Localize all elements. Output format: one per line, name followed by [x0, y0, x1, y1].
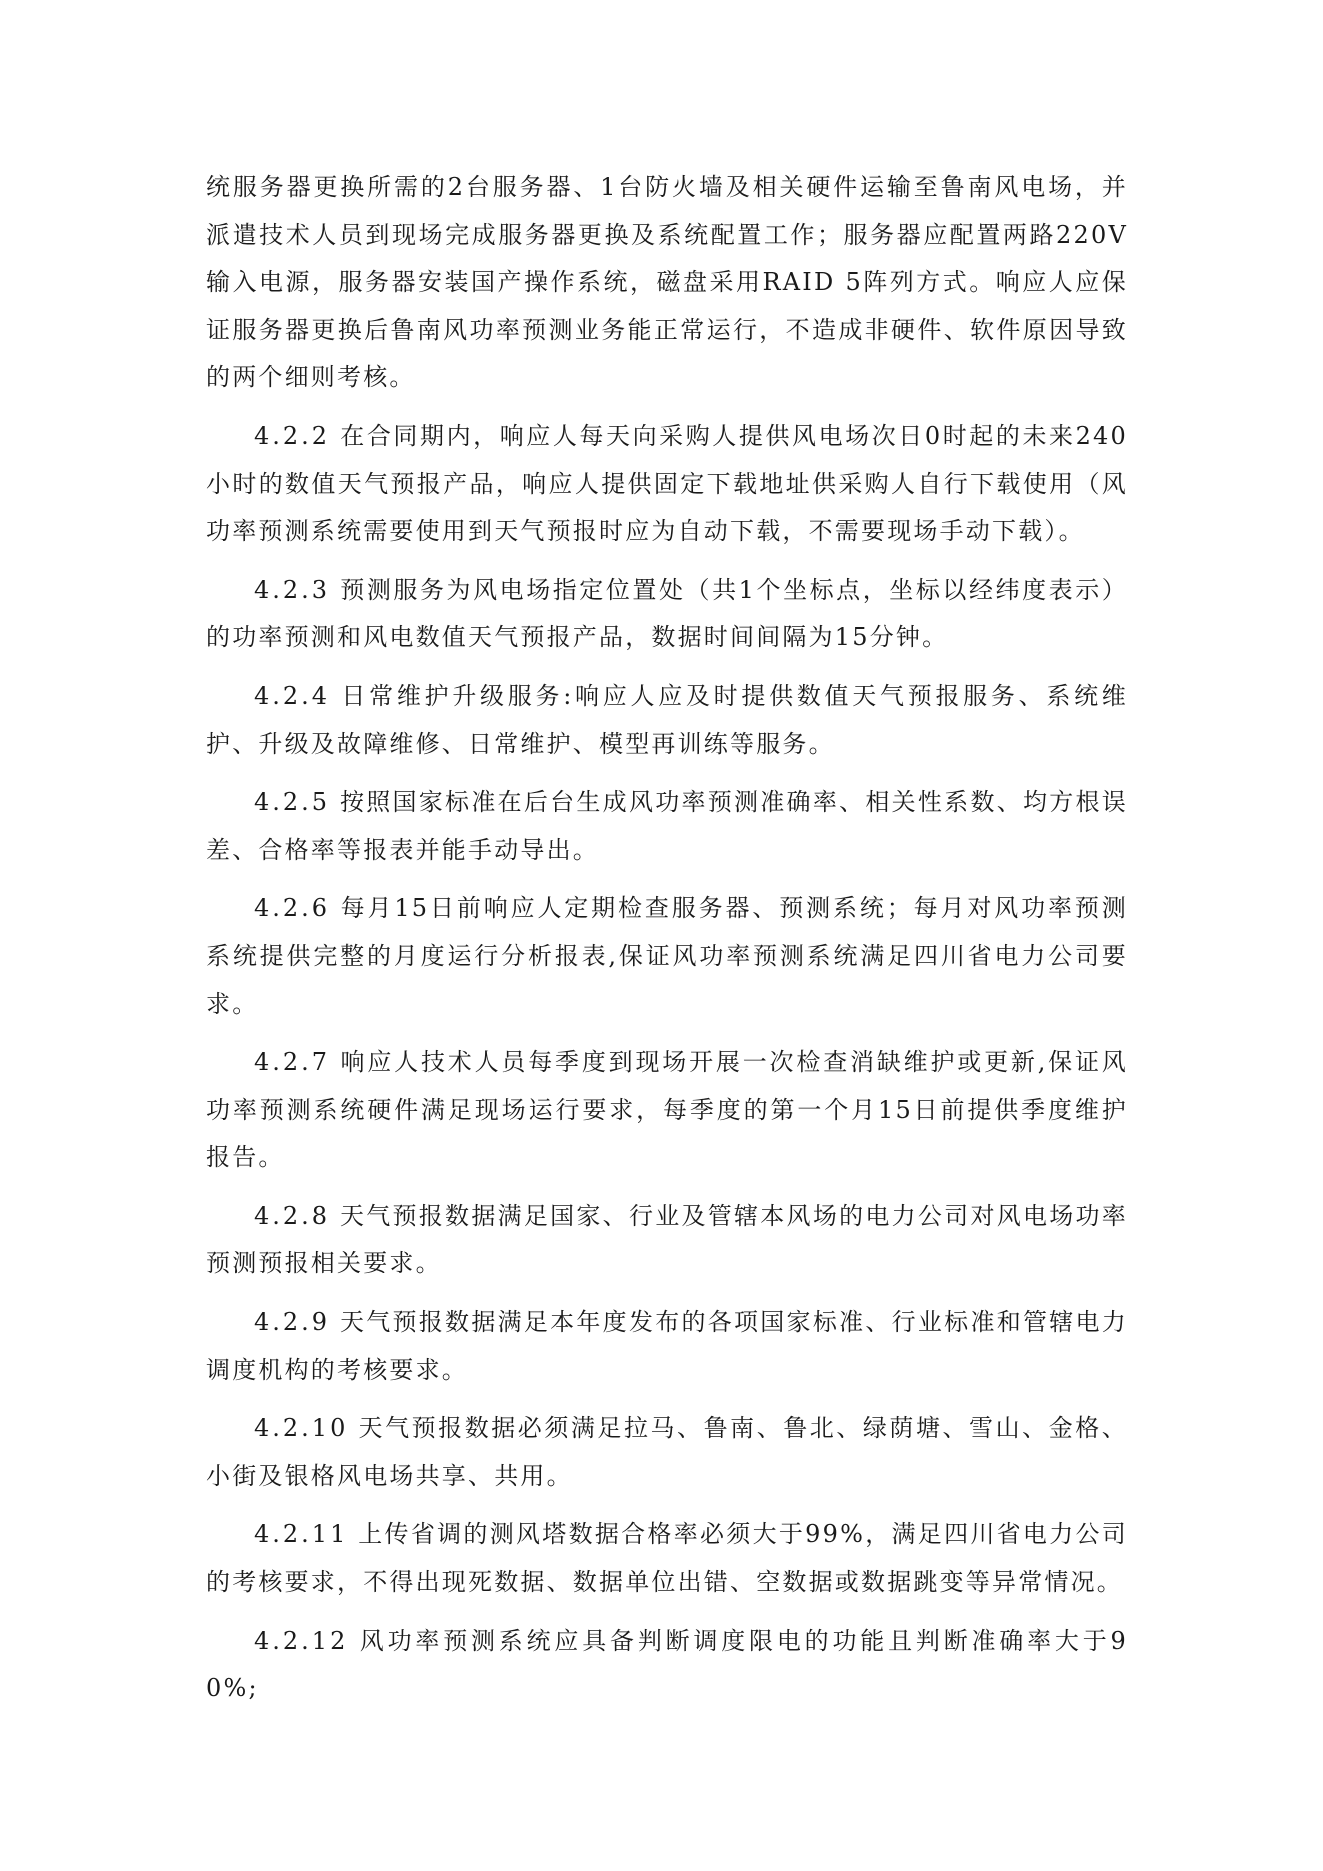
clause-4-2-9: [206, 1299, 1128, 1394]
clause-number: 4.2.9: [254, 1308, 331, 1337]
clause-text: 预测服务为风电场指定位置处（共1个坐标点，坐标以经纬度表示）的功率预测和风电数值天气预报产品，数据时间间隔为15分钟。: [206, 575, 1128, 652]
clause-number: 4.2.11: [254, 1520, 349, 1549]
clause-4-2-6: [206, 885, 1128, 1028]
clause-4-2-2: [206, 413, 1128, 556]
clause-number: 4.2.4: [254, 681, 331, 710]
clause-text: 上传省调的测风塔数据合格率必须大于99%，满足四川省电力公司的考核要求，不得出现死数据、数据单位出错、空数据或数据跳变等异常情况。: [206, 1520, 1128, 1597]
clause-text: 每月15日前响应人定期检查服务器、预测系统；每月对风功率预测系统提供完整的月度运行分析报表,保证风功率预测系统满足四川省电力公司要求。: [206, 894, 1128, 1018]
paragraph-text: 统服务器更换所需的2台服务器、1台防火墙及相关硬件运输至鲁南风电场，并派遣技术人员到现场完成服务器更换及系统配置工作；服务器应配置两路220V输入电源，服务器安装国产操作系统，磁盘采用RAID 5阵列方式。响应人应保证服务器更换后鲁南风功率预测业务能正常运行，不造成非硬件、软件原因导致的两个细则考核。: [206, 173, 1128, 392]
clause-text: 风功率预测系统应具备判断调度限电的功能且判断准确率大于90%;: [206, 1626, 1128, 1703]
clause-number: 4.2.10: [254, 1414, 349, 1443]
clause-4-2-8: [206, 1193, 1128, 1288]
clause-4-2-5: [206, 779, 1128, 874]
clause-4-2-12: [206, 1618, 1128, 1713]
clause-text: 按照国家标准在后台生成风功率预测准确率、相关性系数、均方根误差、合格率等报表并能手动导出。: [206, 788, 1128, 864]
clause-number: 4.2.2: [254, 421, 331, 450]
clause-text: 天气预报数据满足本年度发布的各项国家标准、行业标准和管辖电力调度机构的考核要求。: [206, 1308, 1128, 1384]
clause-number: 4.2.5: [254, 788, 331, 817]
clause-text: 响应人技术人员每季度到现场开展一次检查消缺维护或更新,保证风功率预测系统硬件满足现场运行要求，每季度的第一个月15日前提供季度维护报告。: [206, 1048, 1128, 1172]
clause-number: 4.2.3: [254, 575, 331, 604]
clause-text: 日常维护升级服务:响应人应及时提供数值天气预报服务、系统维护、升级及故障维修、日常维护、模型再训练等服务。: [206, 681, 1128, 758]
clause-text: 天气预报数据满足国家、行业及管辖本风场的电力公司对风电场功率预测预报相关要求。: [206, 1201, 1128, 1278]
paragraph-continuation: [206, 164, 1128, 402]
clause-text: 天气预报数据必须满足拉马、鲁南、鲁北、绿荫塘、雪山、金格、小街及银格风电场共享、共用。: [206, 1414, 1128, 1490]
clause-number: 4.2.6: [254, 894, 331, 923]
document-body: [206, 164, 1128, 1713]
clause-number: 4.2.12: [254, 1626, 349, 1655]
clause-number: 4.2.7: [254, 1048, 331, 1077]
clause-4-2-7: [206, 1039, 1128, 1182]
clause-text: 在合同期内，响应人每天向采购人提供风电场次日0时起的未来240小时的数值天气预报产品，响应人提供固定下载地址供采购人自行下载使用（风功率预测系统需要使用到天气预报时应为自动下载，不需要现场手动下载）。: [206, 421, 1128, 546]
clause-4-2-3: [206, 567, 1128, 662]
clause-4-2-4: [206, 673, 1128, 768]
clause-4-2-11: [206, 1511, 1128, 1606]
clause-4-2-10: [206, 1405, 1128, 1500]
clause-number: 4.2.8: [254, 1201, 331, 1230]
